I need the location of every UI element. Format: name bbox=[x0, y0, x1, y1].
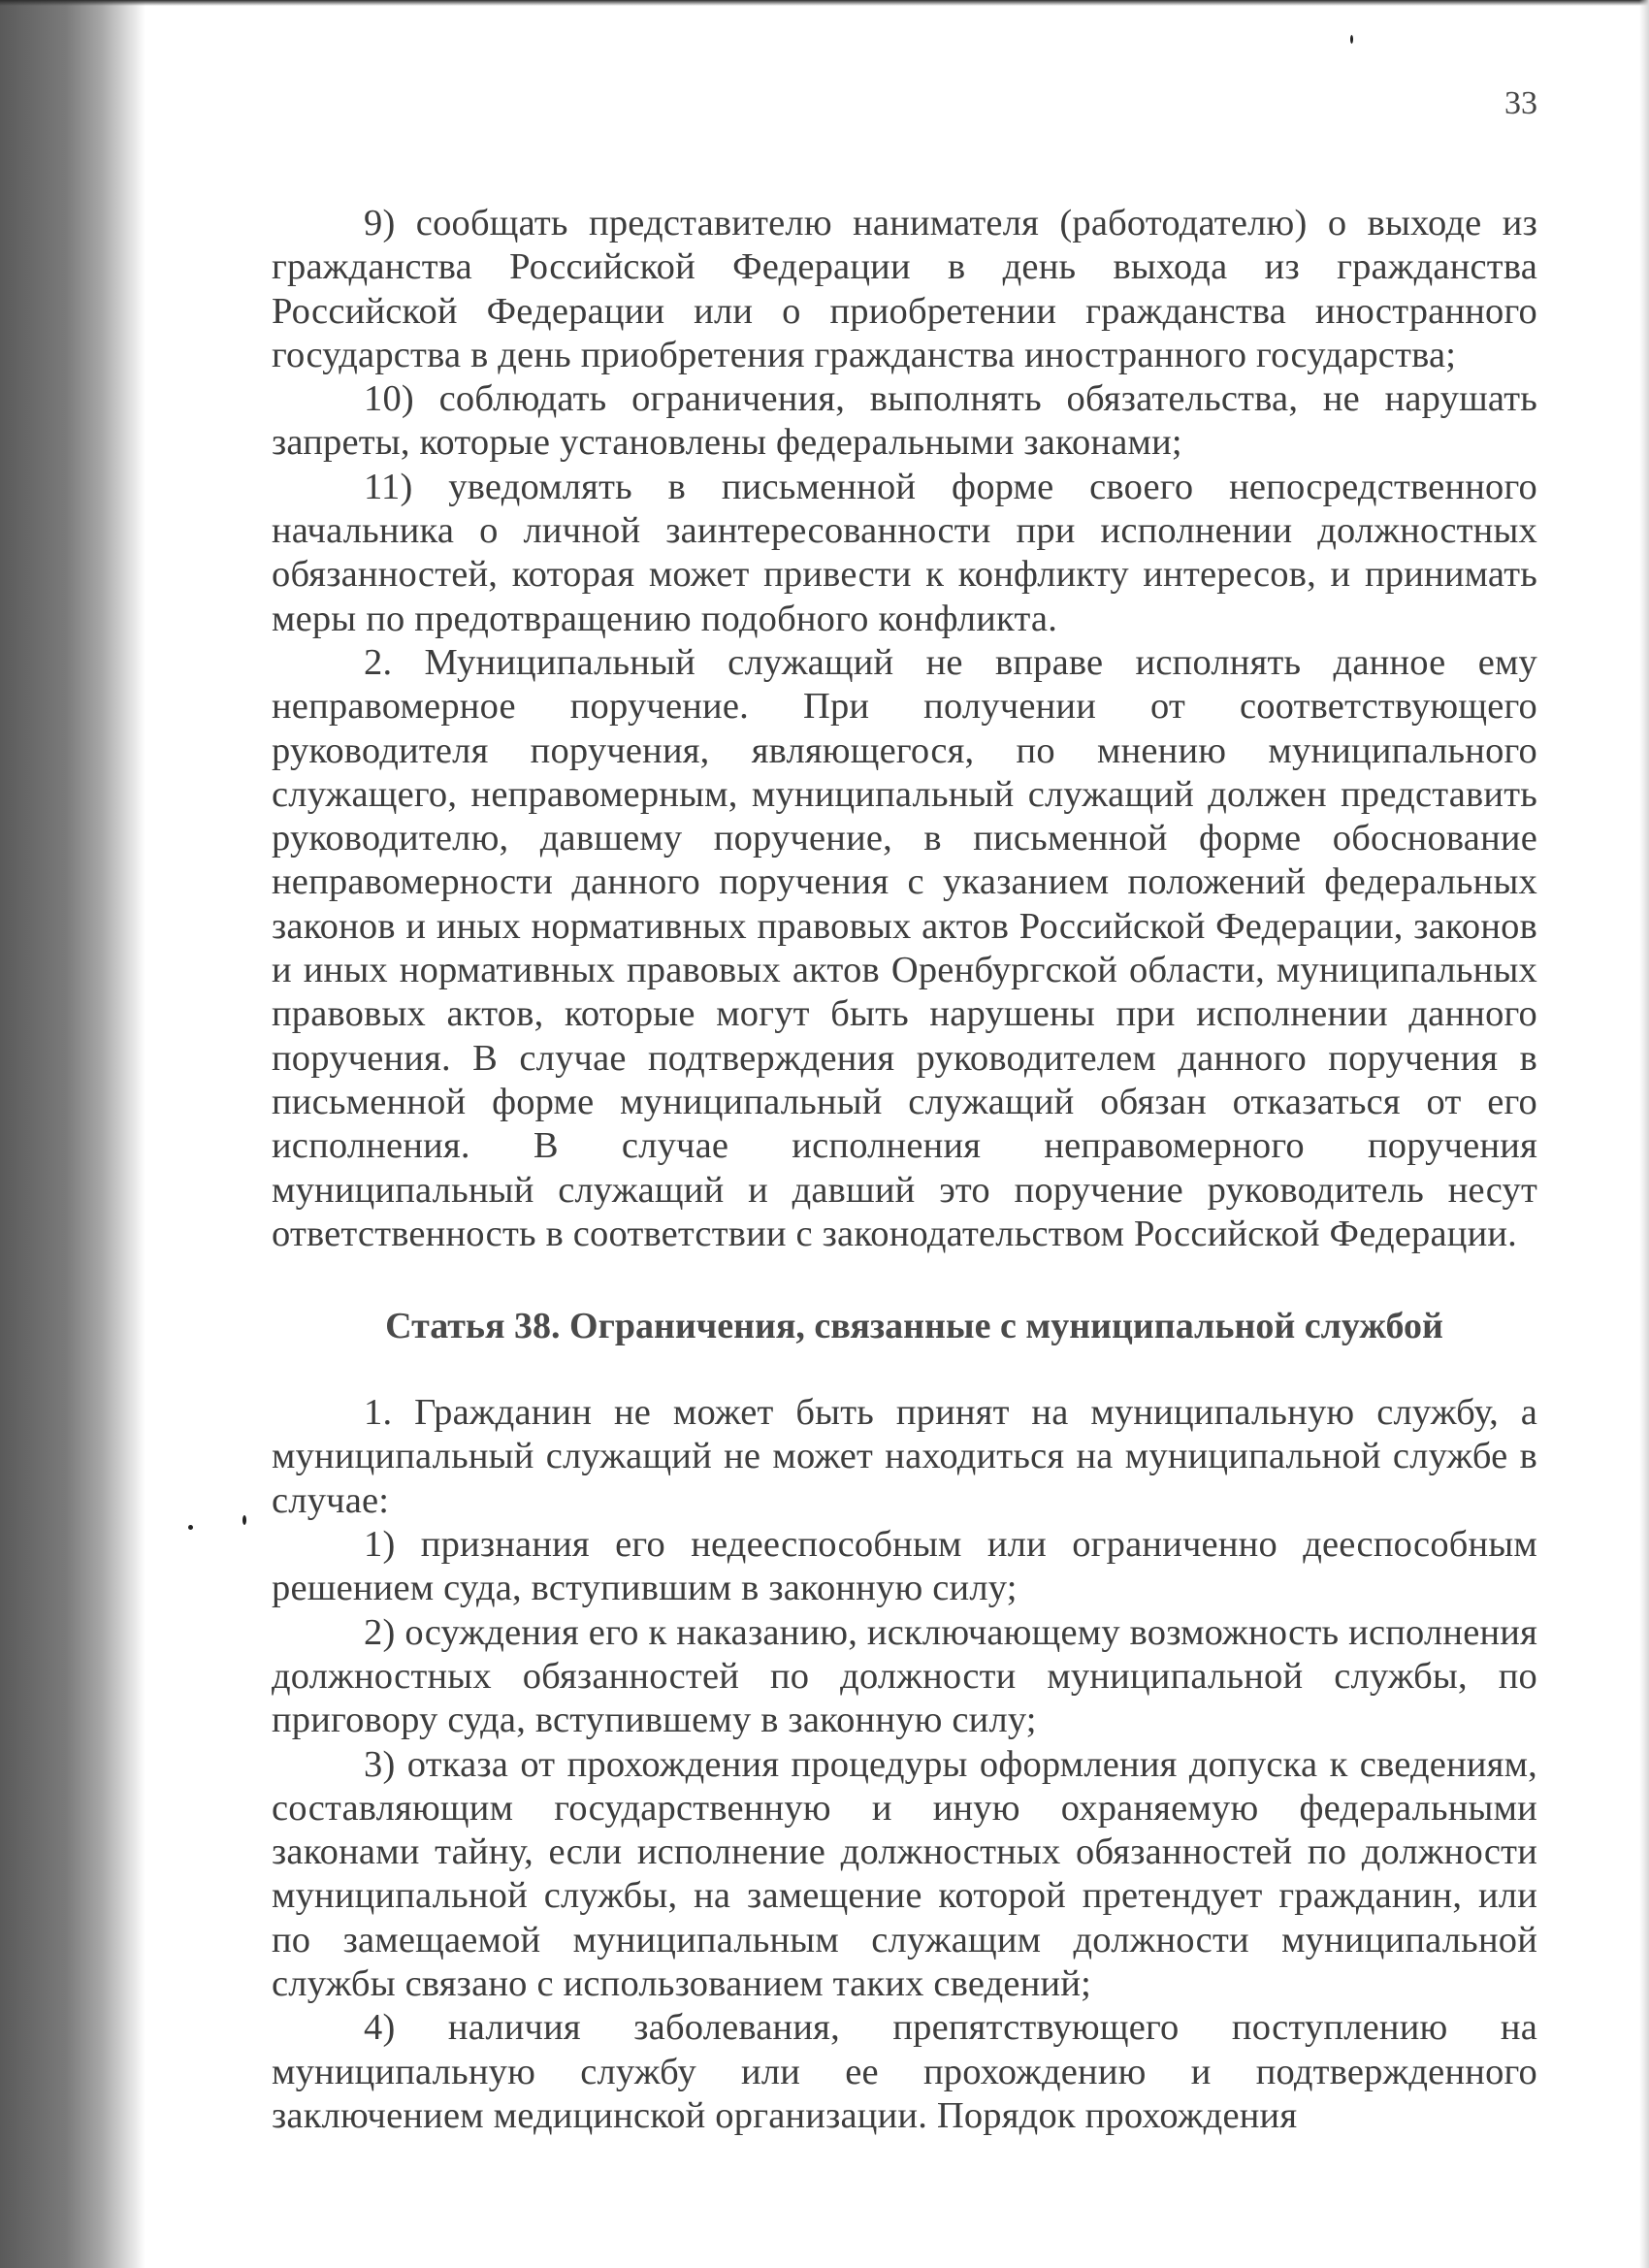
paragraph-item-10: 10) соблюдать ограничения, выполнять обязательства, не нарушать запреты, которые установлены федеральными законами; bbox=[272, 378, 1537, 464]
paragraph-item-3: 3) отказа от прохождения процедуры оформления допуска к сведениям, составляющим государственную и иную охраняемую федеральными законами тайну, если исполнение должностных обязанностей по должности муниципальной службы, на замещение которой претендует гражданин, или по замещаемой муниципальным служащим должности муниципальной службы связано с использованием таких сведений; bbox=[272, 1743, 1537, 2004]
paragraph-item-4: 4) наличия заболевания, препятствующего поступлению на муниципальную службу или ее прохождению и подтвержденного заключением медицинской организации. Порядок прохождения bbox=[272, 2007, 1537, 2136]
scan-binding-shadow bbox=[0, 0, 146, 2268]
scan-speck bbox=[188, 1525, 193, 1530]
page-number: 33 bbox=[1504, 85, 1537, 121]
article-38-heading: Статья 38. Ограничения, связанные с муниципальной службой bbox=[385, 1306, 1443, 1347]
paragraph-section-1: 1. Гражданин не может быть принят на муниципальную службу, а муниципальный служащий не может находиться на муниципальной службе в случае: bbox=[272, 1392, 1537, 1521]
paragraph-item-2: 2) осуждения его к наказанию, исключающему возможность исполнения должностных обязанностей по должности муниципальной службы, по приговору суда, вступившему в законную силу; bbox=[272, 1611, 1537, 1741]
paragraph-item-9: 9) сообщать представителю нанимателя (работодателю) о выходе из гражданства Российской Федерации в день выхода из гражданства Российской Федерации или о приобретении гражданства иностранного государства в день приобретения гражданства иностранного государства; bbox=[272, 203, 1537, 375]
document-page bbox=[272, 0, 1537, 2268]
document-body bbox=[272, 202, 1537, 2138]
scan-right-edge bbox=[1639, 0, 1649, 2268]
paragraph-item-1: 1) признания его недееспособным или ограниченно дееспособным решением суда, вступившим в законную силу; bbox=[272, 1524, 1537, 1609]
scan-speck bbox=[242, 1515, 246, 1525]
paragraph-section-2: 2. Муниципальный служащий не вправе исполнять данное ему неправомерное поручение. При получении от соответствующего руководителя поручения, являющегося, по мнению муниципального служащего, неправомерным, муниципальный служащий должен представить руководителю, давшему поручение, в письменной форме обоснование неправомерности данного поручения с указанием положений федеральных законов и иных нормативных правовых актов Российской Федерации, законов и иных нормативных правовых актов Оренбургской области, муниципальных правовых актов, которые могут быть нарушены при исполнении данного поручения. В случае подтверждения руководителем данного поручения в письменной форме муниципальный служащий обязан отказаться от его исполнения. В случае исполнения неправомерного поручения муниципальный служащий и давший это поручение руководитель несут ответственность в соответствии с законодательством Российской Федерации. bbox=[272, 641, 1537, 1254]
paragraph-item-11: 11) уведомлять в письменной форме своего непосредственного начальника о личной заинтересованности при исполнении должностных обязанностей, которая может привести к конфликту интересов, и принимать меры по предотвращению подобного конфликта. bbox=[272, 466, 1537, 639]
